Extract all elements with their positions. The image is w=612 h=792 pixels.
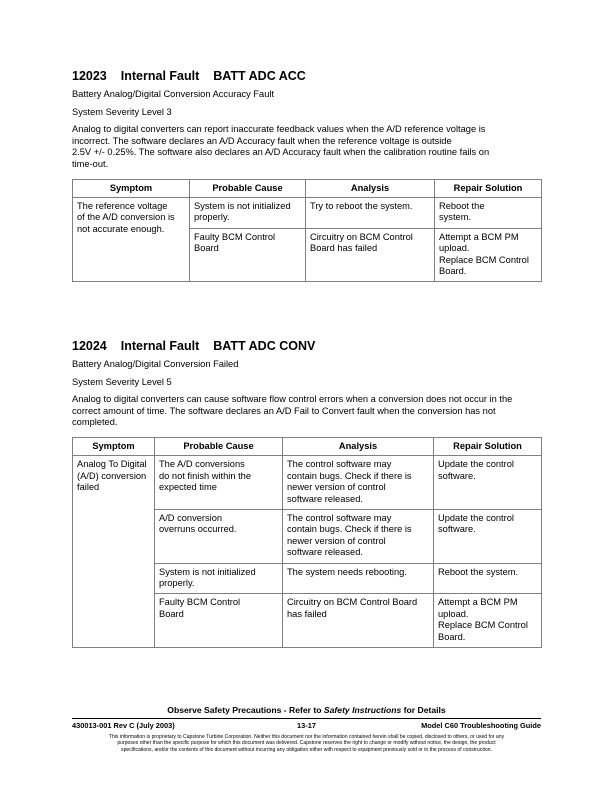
symptom-cell: The reference voltage of the A/D conversion is not accurate enough.	[73, 197, 190, 281]
analysis-cell: The control software may contain bugs. Check if there is newer version of control software released.	[283, 456, 434, 510]
footer-divider	[72, 718, 541, 719]
cause-cell: Faulty BCM Control Board	[155, 594, 283, 648]
fault-description: Analog to digital converters can cause software flow control errors when a conversion does not occur in the correct amount of time. The software declares an A/D Fail to Convert fault when the conversion has not completed.	[72, 394, 513, 428]
analysis-cell: Circuitry on BCM Control Board has failed	[306, 228, 435, 282]
analysis-cell: Try to reboot the system.	[306, 197, 435, 228]
fault-subtitle: Battery Analog/Digital Conversion Failed	[72, 359, 239, 369]
severity-level: System Severity Level 5	[72, 376, 172, 387]
analysis-cell: Circuitry on BCM Control Board has failed	[283, 594, 434, 648]
troubleshooting-table	[72, 179, 542, 283]
repair-cell: Attempt a BCM PM upload. Replace BCM Control Board.	[434, 594, 542, 648]
fault-heading: 12023 Internal Fault BATT ADC ACC	[72, 69, 306, 83]
table-row	[73, 456, 542, 510]
doc-number: 430013-001 Rev C (July 2003)	[72, 721, 175, 730]
fault-section-12023	[72, 69, 541, 282]
repair-cell: Update the control software.	[434, 456, 542, 510]
safety-notice: Observe Safety Precautions - Refer to Safety Instructions for Details	[167, 705, 446, 715]
cause-cell: A/D conversion overruns occurred.	[155, 510, 283, 564]
repair-cell: Reboot the system.	[434, 563, 542, 594]
header-probable-cause: Probable Cause	[190, 179, 306, 197]
header-analysis: Analysis	[306, 179, 435, 197]
header-analysis: Analysis	[283, 437, 434, 455]
proprietary-disclaimer: This information is proprietary to Capstone Turbine Corporation. Neither this document nor the information contained herein shall be copied, disclosed to others, or used for any purposes other than the specific purpose for which this document was delivered. Capstone reserves the right to change or modify without notice, the design, the product specifications, and/or the contents of this document without incurring any obligation either with respect to equipment previously sold or in the process of construction.	[108, 734, 505, 753]
symptom-cell: Analog To Digital (A/D) conversion failed	[73, 456, 155, 648]
cause-cell: The A/D conversions do not finish within the expected time	[155, 456, 283, 510]
table-row	[73, 197, 542, 228]
table-header-row	[73, 179, 542, 197]
severity-level: System Severity Level 3	[72, 106, 172, 117]
repair-cell: Reboot the system.	[435, 197, 542, 228]
analysis-cell: The control software may contain bugs. Check if there is newer version of control software released.	[283, 510, 434, 564]
guide-title: Model C60 Troubleshooting Guide	[421, 721, 541, 730]
header-probable-cause: Probable Cause	[155, 437, 283, 455]
cause-cell: System is not initialized properly.	[190, 197, 306, 228]
header-symptom: Symptom	[73, 179, 190, 197]
cause-cell: Faulty BCM Control Board	[190, 228, 306, 282]
repair-cell: Update the control software.	[434, 510, 542, 564]
table-header-row	[73, 437, 542, 455]
header-repair-solution: Repair Solution	[434, 437, 542, 455]
fault-heading: 12024 Internal Fault BATT ADC CONV	[72, 339, 316, 353]
page-number: 13-17	[297, 721, 316, 730]
header-repair-solution: Repair Solution	[435, 179, 542, 197]
cause-cell: System is not initialized properly.	[155, 563, 283, 594]
fault-subtitle: Battery Analog/Digital Conversion Accuracy Fault	[72, 89, 275, 99]
analysis-cell: The system needs rebooting.	[283, 563, 434, 594]
troubleshooting-table	[72, 437, 542, 648]
fault-description: Analog to digital converters can report inaccurate feedback values when the A/D reference voltage is incorrect. The software declares an A/D Accuracy fault when the reference voltage is outside 2.5V +/- 0.25%. The software also declares an A/D Accuracy fault when the calibration routine fails on time-out.	[72, 124, 490, 169]
footer-row	[72, 721, 541, 732]
header-symptom: Symptom	[73, 437, 155, 455]
repair-cell: Attempt a BCM PM upload. Replace BCM Control Board.	[435, 228, 542, 282]
fault-section-12024	[72, 339, 541, 648]
